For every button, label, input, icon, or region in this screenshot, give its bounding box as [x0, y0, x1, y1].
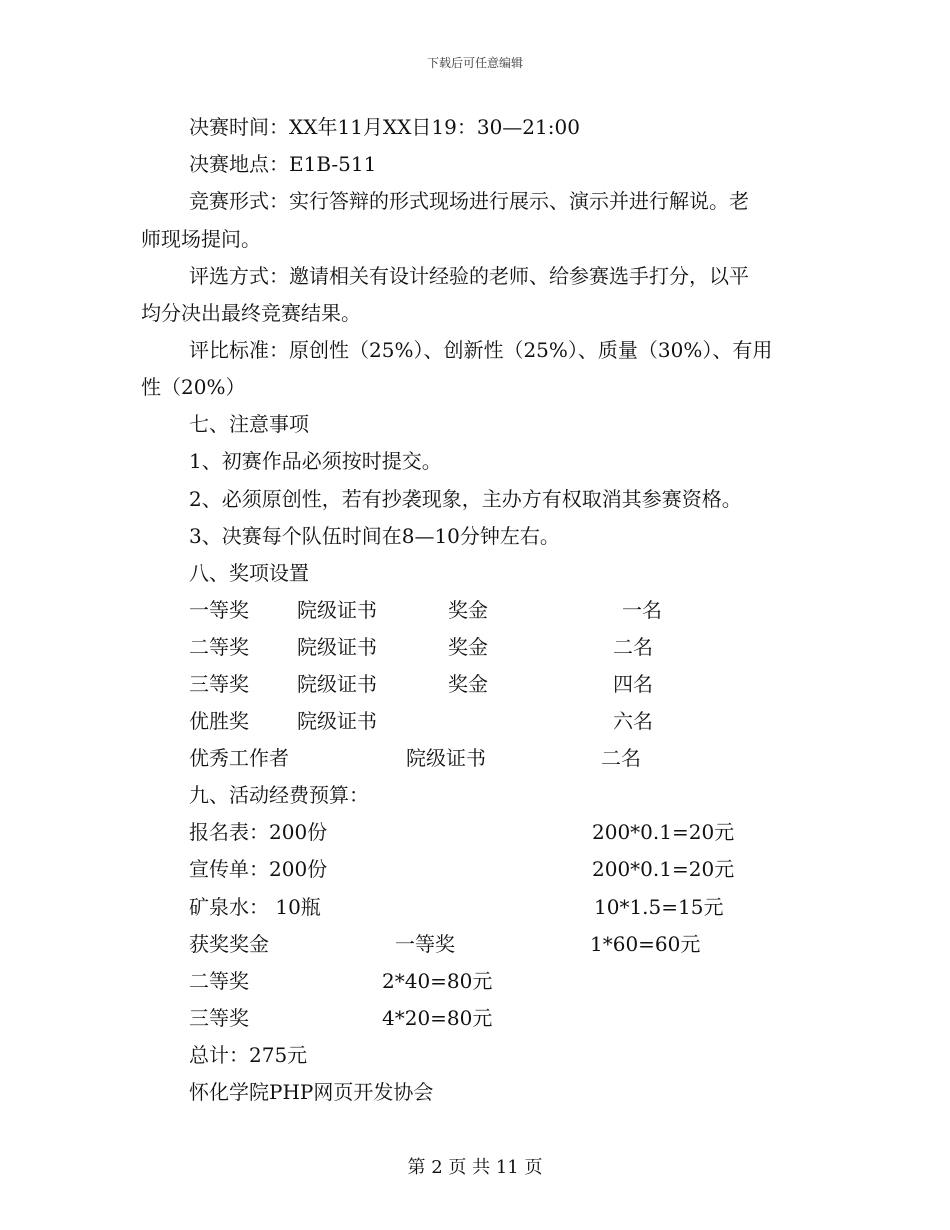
- award-bonus: 奖金: [448, 672, 488, 696]
- section8-title: 八、奖项设置: [189, 561, 309, 585]
- final-place: 决赛地点：E1B-511: [189, 152, 377, 176]
- prize-level: 一等奖: [395, 932, 455, 956]
- award-cert: 院级证书: [297, 709, 377, 733]
- organizer: 怀化学院PHP网页开发协会: [189, 1080, 434, 1104]
- award-count: 六名: [613, 709, 653, 733]
- budget-total: 总计：275元: [189, 1043, 308, 1067]
- criteria-line2: 性（20%）: [141, 375, 246, 399]
- competition-format-line1: 竞赛形式：实行答辩的形式现场进行展示、演示并进行解说。老: [189, 189, 749, 213]
- prize-cost: 1*60=60元: [590, 932, 701, 956]
- prize-level: 二等奖: [189, 969, 249, 993]
- award-bonus: 奖金: [448, 635, 488, 659]
- award-bonus: 奖金: [448, 598, 488, 622]
- note-1: 1、初赛作品必须按时提交。: [189, 449, 442, 473]
- page-number: 第 2 页 共 11 页: [407, 1157, 543, 1178]
- budget-cost: 200*0.1=20元: [592, 857, 735, 881]
- note-2: 2、必须原创性，若有抄袭现象，主办方有权取消其参赛资格。: [189, 487, 742, 511]
- page-header-note: 下载后可任意编辑: [426, 56, 523, 70]
- budget-cost: 10*1.5=15元: [594, 895, 724, 919]
- final-time: 决赛时间：XX年11月XX日19：30—21:00: [189, 115, 580, 139]
- award-cert: 院级证书: [297, 672, 377, 696]
- budget-item: 宣传单：200份: [189, 857, 328, 881]
- budget-item: 矿泉水： 10瓶: [189, 895, 321, 919]
- award-name: 优秀工作者: [189, 746, 289, 770]
- prize-cost: 4*20=80元: [382, 1006, 493, 1030]
- section7-title: 七、注意事项: [189, 412, 309, 436]
- award-name: 优胜奖: [189, 709, 249, 733]
- budget-cost: 200*0.1=20元: [592, 820, 735, 844]
- award-name: 一等奖: [189, 598, 249, 622]
- award-name: 二等奖: [189, 635, 249, 659]
- evaluation-method-line1: 评选方式：邀请相关有设计经验的老师、给参赛选手打分，以平: [189, 264, 749, 288]
- award-count: 四名: [613, 672, 653, 696]
- evaluation-method-line2: 均分决出最终竞赛结果。: [141, 301, 361, 325]
- award-cert: 院级证书: [297, 598, 377, 622]
- section9-title: 九、活动经费预算：: [189, 783, 369, 807]
- award-name: 三等奖: [189, 672, 249, 696]
- prize-money-label: 获奖奖金: [189, 932, 269, 956]
- prize-level: 三等奖: [189, 1006, 249, 1030]
- competition-format-line2: 师现场提问。: [141, 227, 261, 251]
- award-cert: 院级证书: [406, 746, 486, 770]
- award-count: 一名: [622, 598, 662, 622]
- criteria-line1: 评比标准：原创性（25%）、创新性（25%）、质量（30%）、有用: [189, 338, 773, 362]
- prize-cost: 2*40=80元: [382, 969, 493, 993]
- budget-item: 报名表：200份: [189, 820, 328, 844]
- award-cert: 院级证书: [297, 635, 377, 659]
- note-3: 3、决赛每个队伍时间在8—10分钟左右。: [189, 524, 560, 548]
- award-count: 二名: [601, 746, 641, 770]
- award-count: 二名: [613, 635, 653, 659]
